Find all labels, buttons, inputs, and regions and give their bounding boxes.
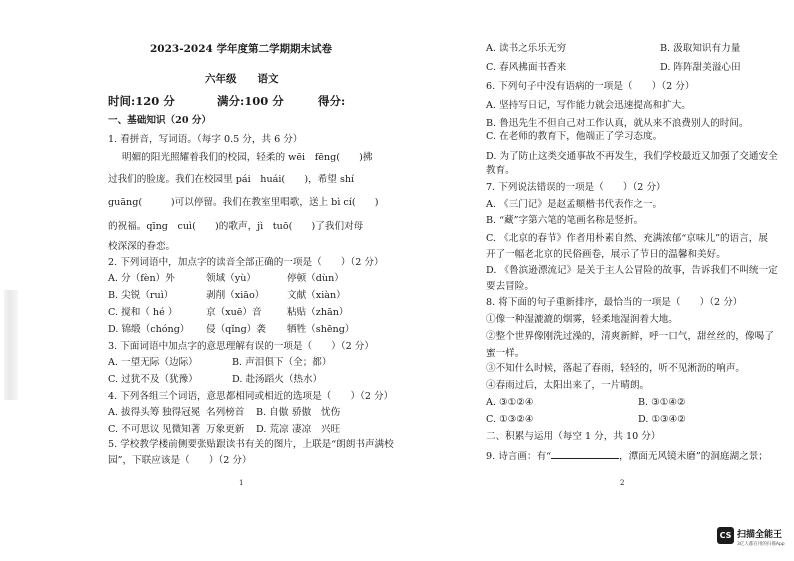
q2-option-a-w2: 领域（yù） bbox=[206, 273, 256, 284]
q2-option-b: B. 尖锐（ruì） bbox=[108, 290, 174, 301]
q4-option-b-w2: 骄傲 bbox=[292, 407, 312, 418]
q4-option-a-w3: 名列榜首 bbox=[206, 407, 245, 418]
q3-prompt: 3. 下面词语中加点字的意思理解有误的一项是（ ）（2 分） bbox=[108, 341, 374, 352]
q6-option-d-line-1: D. 为了防止这类交通事故不再发生，我们学校最近又加强了交通安全 bbox=[486, 151, 778, 162]
q2-option-a: A. 分（fèn）外 bbox=[108, 273, 175, 284]
info-score: 满分:100 分 bbox=[217, 94, 284, 108]
q7-option-d-line-1: D. 《鲁滨逊漂流记》是关于主人公冒险的故事，告诉我们不叫统一定 bbox=[486, 265, 778, 276]
q8-option-c: C. ①③②④ bbox=[486, 414, 534, 425]
q1-line-1: 明媚的阳光照耀着我们的校园，轻柔的 wēi fēng( )拂 bbox=[122, 152, 373, 163]
camscanner-brand: 扫描全能王 bbox=[737, 530, 783, 540]
q3-option-c: C. 过犹不及（犹豫） bbox=[108, 374, 198, 385]
q2-option-b-w2: 剥削（xiāo） bbox=[206, 290, 265, 301]
q4-option-b-w3: 忧伤 bbox=[321, 407, 341, 418]
q8-sentence-2: ②整个世界像刚洗过澡的，清爽新鲜，呼一口气，甜丝丝的，像喝了 bbox=[486, 331, 774, 342]
info-got: 得分: bbox=[318, 94, 346, 108]
q6-option-b: B. 鲁迅先生不但自己对工作认真，就从来不浪费别人的时间。 bbox=[486, 118, 749, 129]
q8-sentence-2-cont: 蜜一样。 bbox=[486, 348, 525, 359]
q8-option-b: B. ③①④② bbox=[638, 397, 686, 408]
q7-option-b: B. “藏”字第六笔的笔画名称是竖折。 bbox=[486, 215, 644, 226]
q8-option-a: A. ③①②④ bbox=[486, 397, 534, 408]
q5-prompt-line-1: 5. 学校教学楼前侧要张贴跟读书有关的图片，上联是“朗朗书声满校 bbox=[108, 439, 394, 450]
q7-option-c-line-2: 开了一幅老北京的民俗画卷，展示了节日的温馨和美好。 bbox=[486, 249, 726, 260]
q4-option-d-w2: 凄凉 bbox=[292, 424, 312, 435]
scan-shadow bbox=[4, 290, 18, 400]
q7-option-c-line-1: C. 《北京的春节》作者用朴素自然、充满浓郁“京味儿”的语言，展 bbox=[486, 233, 768, 244]
q6-option-c: C. 在老师的教育下，他端正了学习态度。 bbox=[486, 131, 663, 142]
camscanner-tagline: 3亿人都在用的扫描App bbox=[737, 542, 785, 547]
q2-prompt: 2. 下列词语中，加点字的读音全部正确的一项是（ ）（2 分） bbox=[108, 257, 384, 268]
q3-option-b: B. 声泪俱下（全；都） bbox=[232, 357, 332, 368]
q3-option-d: D. 赴汤蹈火（热水） bbox=[232, 374, 323, 385]
q2-option-a-w3: 停顿（dùn） bbox=[287, 273, 344, 284]
q7-option-a: A. 《三门记》是赵孟頫楷书代表作之一。 bbox=[486, 199, 663, 210]
q2-option-b-w3: 文献（xiàn） bbox=[287, 290, 346, 301]
q9-prompt-start: 9. 诗言画：有“ bbox=[486, 451, 552, 462]
q4-option-b: B. 自傲 bbox=[256, 407, 289, 418]
right-page bbox=[470, 0, 794, 561]
q1-line-5: 校深深的眷恋。 bbox=[108, 241, 176, 252]
q6-prompt: 6. 下列句子中没有语病的一项是（ ）（2 分） bbox=[486, 81, 695, 92]
q5-option-b: B. 汲取知识有力量 bbox=[660, 43, 741, 54]
q5-option-a: A. 读书之乐乐无穷 bbox=[486, 43, 567, 54]
q2-option-c-w2: 京（xuē）音 bbox=[206, 307, 262, 318]
q1-line-2: 过我们的脸庞。我们在校园里 pái huái( )，希望 shí bbox=[108, 174, 355, 185]
q4-option-a: A. 拔得头筹 bbox=[108, 407, 160, 418]
q2-option-c: C. 搅和（ hé ） bbox=[108, 307, 178, 318]
q8-sentence-1: ①像一种湿漉漉的烟雾，轻柔地湿润着大地。 bbox=[486, 314, 678, 325]
q1-prompt: 1. 看拼音，写词语。（每字 0.5 分，共 6 分） bbox=[108, 134, 303, 145]
q4-option-c-w3: 万象更新 bbox=[206, 424, 245, 435]
page-number: 1 bbox=[239, 479, 244, 487]
page-number-2: 2 bbox=[620, 479, 625, 487]
q4-option-d: D. 荒凉 bbox=[256, 424, 289, 435]
q3-option-a: A. 一望无际（边际） bbox=[108, 357, 198, 368]
q5-prompt-line-2: 园”，下联应该是（ ）（2 分） bbox=[108, 455, 252, 466]
q6-option-d-line-2: 教育。 bbox=[486, 165, 515, 176]
q1-line-3: guāng( )可以停留。我们在教室里唱歌，送上 bì cí( ) bbox=[108, 197, 379, 208]
q5-option-d: D. 阵阵甜美溢心田 bbox=[660, 62, 741, 73]
q8-sentence-3: ③不知什么时候，落起了春雨，轻轻的，听不见淅沥的响声。 bbox=[486, 363, 746, 374]
q9-answer-blank[interactable] bbox=[551, 449, 619, 459]
q7-prompt: 7. 下列说法错误的一项是（ ）（2 分） bbox=[486, 182, 666, 193]
q4-option-c: C. 不可思议 bbox=[108, 424, 160, 435]
q6-option-a: A. 坚持写日记，写作能力就会迅速提高和扩大。 bbox=[486, 100, 691, 111]
info-time: 时间:120 分 bbox=[108, 94, 175, 108]
q5-option-c: C. 春风拂面书香来 bbox=[486, 62, 567, 73]
q8-prompt: 8. 将下面的句子重新排序，最恰当的一项是（ ）（2 分） bbox=[486, 297, 743, 308]
q2-option-c-w3: 粘贴（zhān） bbox=[287, 307, 349, 318]
q4-prompt: 4. 下列各组三个词语，意思都相同或相近的选项是（ ）（2 分） bbox=[108, 391, 394, 402]
q1-line-4: 的祝福。qīng cuì( )的歌声，jì tuō( )了我们对母 bbox=[108, 221, 364, 232]
q8-sentence-4: ④春雨过后，太阳出来了，一片晴朗。 bbox=[486, 380, 650, 391]
section-1-heading: 一、基础知识（20 分） bbox=[108, 115, 212, 126]
q7-option-d-line-2: 要去冒险。 bbox=[486, 281, 534, 292]
exam-subtitle: 六年级 语文 bbox=[205, 73, 279, 85]
q4-option-a-w2: 独得冠冕 bbox=[162, 407, 201, 418]
q2-option-d-w2: 侵（qǐng）袭 bbox=[206, 324, 266, 335]
section-2-heading: 二、积累与运用（每空 1 分，共 10 分） bbox=[486, 431, 661, 442]
q4-option-c-w2: 见微知著 bbox=[162, 424, 201, 435]
camscanner-logo: CS bbox=[717, 527, 734, 544]
exam-title: 2023-2024 学年度第二学期期末试卷 bbox=[150, 43, 332, 55]
q8-option-d: D. ①③④② bbox=[638, 414, 686, 425]
q4-option-d-w3: 兴旺 bbox=[321, 424, 341, 435]
q9-prompt bbox=[486, 449, 768, 463]
q2-option-d: D. 锦缎（chóng） bbox=[108, 324, 190, 335]
q9-prompt-end: ，潭面无风镜未磨”的洞庭湖之景； bbox=[619, 451, 768, 462]
q2-option-d-w3: 牺牲（shēng） bbox=[287, 324, 355, 335]
